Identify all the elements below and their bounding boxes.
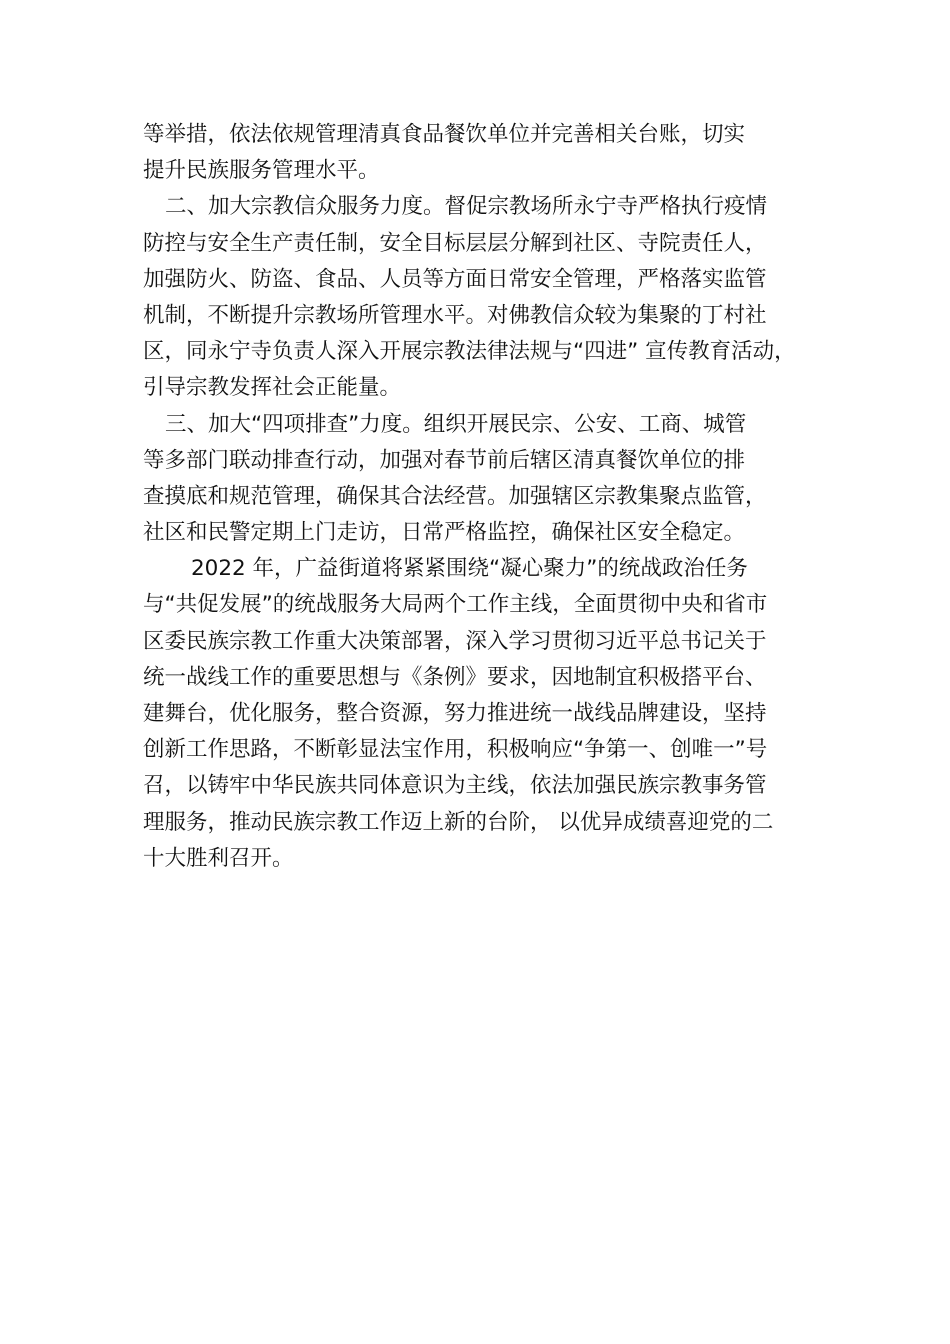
text-line: 等举措，依法依规管理清真食品餐饮单位并完善相关台账，切实 — [143, 122, 746, 147]
text-line: 机制，不断提升宗教场所管理水平。对佛教信众较为集聚的丁村社 — [143, 302, 767, 328]
text-line: 提升民族服务管理水平。 — [143, 158, 380, 184]
document-body — [143, 117, 833, 877]
section-heading-line: 三、加大“四项排查”力度。组织开展民宗、公安、工商、城管 — [165, 411, 747, 437]
text-line: 区委民族宗教工作重大决策部署，深入学习贯彻习近平总书记关于 — [143, 628, 767, 654]
section-heading-line: 二、加大宗教信众服务力度。督促宗教场所永宁寺严格执行疫情 — [165, 194, 768, 220]
text-line: 十大胜利召开。 — [143, 845, 294, 871]
text-line: 召，以铸牢中华民族共同体意识为主线，依法加强民族宗教事务管 — [143, 773, 767, 799]
text-line: 与“共促发展”的统战服务大局两个工作主线，全面贯彻中央和省市 — [143, 592, 768, 618]
text-line: 理服务，推动民族宗教工作迈上新的台阶， 以优异成绩喜迎党的二 — [143, 809, 774, 835]
text-line: 区，同永宁寺负责人深入开展宗教法律法规与“四进” 宣传教育活动， — [143, 339, 796, 365]
text-line: 建舞台，优化服务，整合资源，努力推进统一战线品牌建设，坚持 — [143, 701, 767, 726]
text-line: 社区和民警定期上门走访，日常严格监控，确保社区安全稳定。 — [143, 520, 746, 546]
text-line: 创新工作思路，不断彰显法宝作用，积极响应“争第一、创唯一”号 — [143, 737, 768, 763]
text-line: 防控与安全生产责任制，安全目标层层分解到社区、寺院责任人， — [143, 230, 767, 256]
text-line: 加强防火、防盗、食品、人员等方面日常安全管理，严格落实监管 — [143, 266, 767, 292]
text-line: 查摸底和规范管理，确保其合法经营。加强辖区宗教集聚点监管， — [143, 483, 767, 509]
text-line: 统一战线工作的重要思想与《条例》要求，因地制宜积极搭平台、 — [143, 664, 767, 690]
text-line: 引导宗教发挥社会正能量。 — [143, 375, 402, 401]
paragraph-start-line: 2022 年，广益街道将紧紧围绕“凝心聚力”的统战政治任务 — [191, 556, 748, 582]
text-line: 等多部门联动排查行动，加强对春节前后辖区清真餐饮单位的排 — [143, 447, 746, 473]
